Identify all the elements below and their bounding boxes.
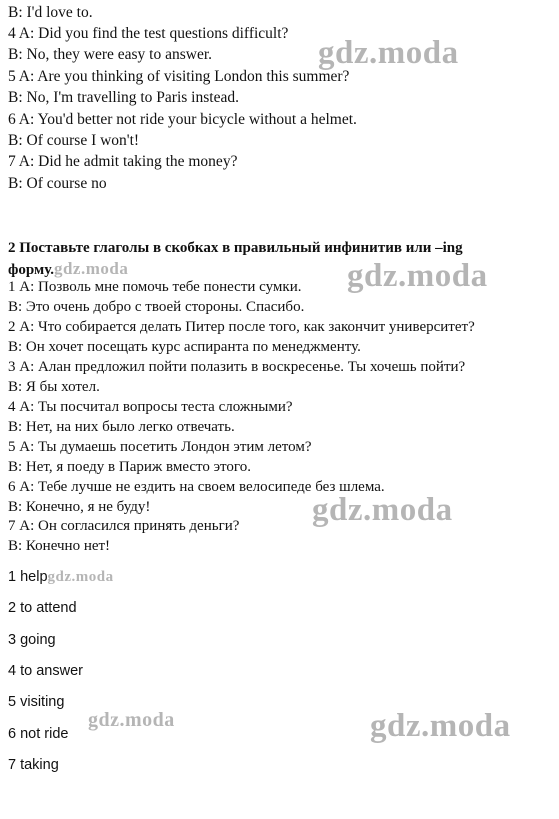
dialogue-line: 6 А: Тебе лучше не ездить на своем велосипеде без шлема. [8, 479, 385, 495]
watermark: gdz.moda [318, 35, 459, 71]
answer-item: 5 visiting [8, 694, 65, 710]
dialogue-line: В: Это очень добро с твоей стороны. Спасибо. [8, 299, 305, 315]
dialogue-line: В: Я бы хотел. [8, 379, 100, 395]
watermark: gdz.moda [312, 492, 453, 528]
dialogue-line: 5 А: Ты думаешь посетить Лондон этим летом? [8, 439, 312, 455]
dialogue-line: B: No, I'm travelling to Paris instead. [8, 89, 239, 106]
answer-item: 4 to answer [8, 663, 83, 679]
watermark: gdz.moda [47, 569, 114, 585]
dialogue-line: В: Нет, на них было легко отвечать. [8, 419, 235, 435]
dialogue-line: 2 А: Что собирается делать Питер после того, как закончит университет? [8, 319, 475, 335]
answer-item: 6 not ride [8, 726, 69, 742]
watermark: gdz.moda [88, 709, 175, 731]
answer-item: 7 taking [8, 757, 59, 773]
dialogue-line: 4 А: Ты посчитал вопросы теста сложными? [8, 399, 293, 415]
answer-item: 2 to attend [8, 600, 77, 616]
dialogue-line: B: Of course I won't! [8, 132, 140, 149]
answer-item [8, 568, 114, 586]
dialogue-line: B: I'd love to. [8, 4, 93, 21]
dialogue-line: 1 А: Позволь мне помочь тебе понести сумки. [8, 279, 302, 295]
dialogue-line: 3 А: Алан предложил пойти полазить в воскресенье. Ты хочешь пойти? [8, 359, 466, 375]
watermark: gdz.moda [370, 708, 511, 744]
answer-text: 1 help [8, 569, 48, 585]
watermark: gdz.moda [53, 259, 129, 278]
dialogue-line: 7 А: Он согласился принять деньги? [8, 518, 240, 534]
task-heading-text: форму. [8, 262, 54, 278]
dialogue-line: В: Он хочет посещать курс аспиранта по менеджменту. [8, 339, 361, 355]
dialogue-line: В: Нет, я поеду в Париж вместо этого. [8, 459, 251, 475]
watermark: gdz.moda [347, 258, 488, 294]
answer-item: 3 going [8, 632, 56, 648]
dialogue-line: B: Of course no [8, 175, 107, 192]
dialogue-line: 7 A: Did he admit taking the money? [8, 153, 238, 170]
dialogue-line: 5 A: Are you thinking of visiting London this summer? [8, 68, 350, 85]
dialogue-line: В: Конечно, я не буду! [8, 499, 151, 515]
dialogue-line: 4 A: Did you find the test questions difficult? [8, 25, 289, 42]
dialogue-line: В: Конечно нет! [8, 538, 111, 554]
dialogue-line: B: No, they were easy to answer. [8, 46, 213, 63]
task-heading: 2 Поставьте глаголы в скобках в правильный инфинитив или –ing [8, 240, 463, 256]
dialogue-line: 6 A: You'd better not ride your bicycle without a helmet. [8, 111, 357, 128]
